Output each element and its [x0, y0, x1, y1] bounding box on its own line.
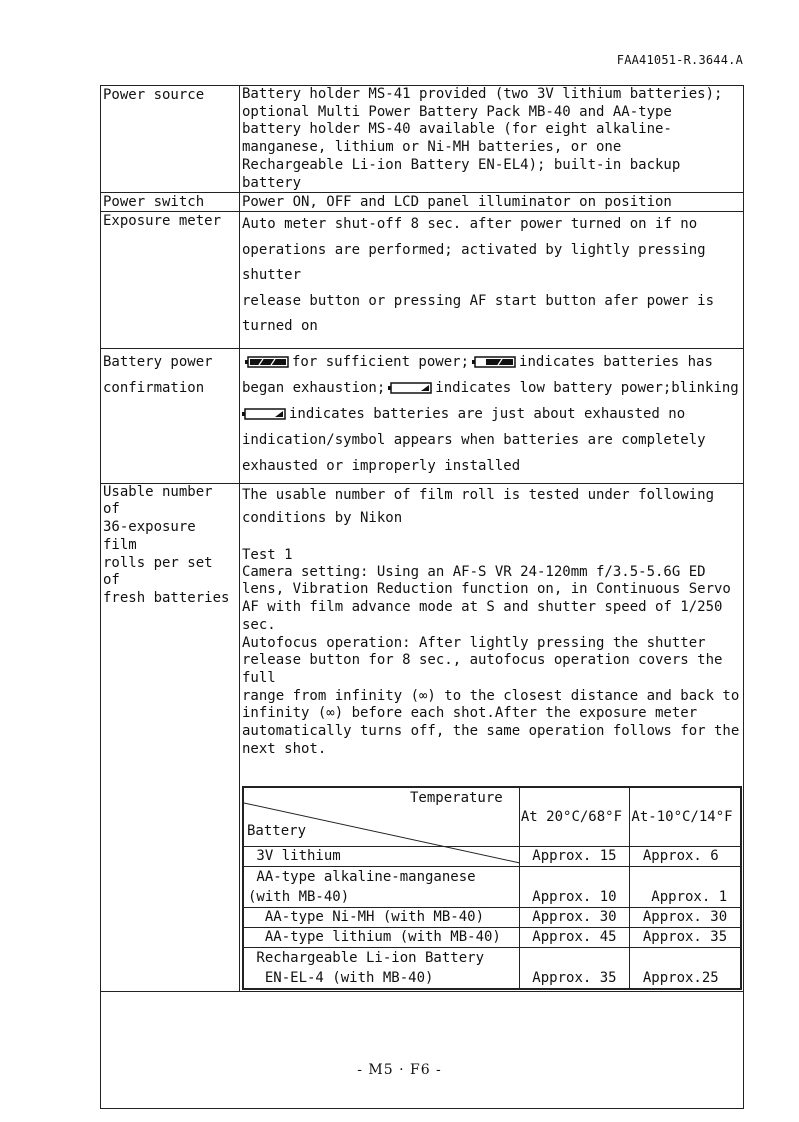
label-battery-power [101, 348, 240, 483]
text-line: release button or pressing AF start button afer power is [242, 292, 715, 309]
header-diagonal-cell [243, 787, 519, 847]
text-line: turned on [242, 318, 318, 335]
value-minus10c: Approx. 30 [630, 908, 741, 928]
row-power-source [101, 86, 744, 193]
table-row [243, 908, 741, 928]
text-line: exhausted or improperly installed [242, 457, 521, 474]
text-segment: began exhaustion; [242, 379, 386, 396]
name-line: Rechargeable Li-ion Battery [248, 950, 485, 967]
test-line: next shot. [242, 740, 327, 757]
text-line: Battery holder MS-41 provided (two 3V lithium batteries); [242, 86, 723, 102]
text-segment: for sufficient power; [292, 353, 470, 370]
row-exposure-meter [101, 212, 744, 349]
battery-name [243, 867, 519, 908]
name-line: (with MB-40) [248, 889, 350, 906]
battery-name [243, 948, 519, 990]
value-minus10c: Approx. 1 [630, 867, 741, 908]
test-line: Camera setting: Using an AF-S VR 24-120mm f/3.5-5.6G ED [242, 563, 706, 580]
label-line: rolls per set of [103, 554, 213, 589]
value-minus10c: Approx. 35 [630, 928, 741, 948]
text-segment: indicates low battery power;blinking [435, 379, 739, 396]
intro-line: The usable number of film roll is tested under following [242, 486, 715, 503]
row-blank [101, 992, 744, 1109]
test-title: Test 1 [242, 546, 293, 563]
test-line: release button for 8 sec., autofocus operation covers the full [242, 652, 723, 686]
page-footer: - M5 · F6 - [357, 1062, 442, 1078]
value-minus10c: Approx. 6 [630, 847, 741, 867]
table-row [243, 928, 741, 948]
value-20c: Approx. 10 [519, 867, 630, 908]
text-line: manganese, lithium or Ni-MH batteries, or one [242, 139, 622, 156]
row-usable-rolls [101, 483, 744, 992]
text-line: indication/symbol appears when batteries are completely [242, 431, 706, 448]
text-line: optional Multi Power Battery Pack MB-40 and AA-type [242, 103, 672, 120]
label-line: confirmation [103, 379, 205, 396]
value-20c: Approx. 45 [519, 928, 630, 948]
text-segment: indicates batteries are just about exhausted no [289, 405, 686, 422]
label-power-source: Power source [101, 86, 240, 193]
test-line: range from infinity (∞) to the closest distance and back to [242, 687, 740, 704]
battery-name: AA-type Ni-MH (with MB-40) [243, 908, 519, 928]
table-row [243, 867, 741, 908]
table-row [243, 948, 741, 990]
header-temperature: Temperature [410, 790, 503, 807]
name-line: AA-type alkaline-manganese [248, 869, 476, 886]
row-power-switch [101, 193, 744, 212]
blank-cell [101, 992, 744, 1109]
battery-full-icon [245, 356, 289, 368]
text-line [242, 375, 741, 401]
test-line: AF with film advance mode at S and shutter speed of 1/250 sec. [242, 599, 723, 633]
value-20c: Approx. 15 [519, 847, 630, 867]
test-line: Autofocus operation: After lightly pressing the shutter [242, 634, 706, 651]
battery-low-icon [388, 382, 432, 394]
value-20c: Approx. 35 [519, 948, 630, 990]
header-col-minus10c: At-10°C/14°F [630, 787, 741, 847]
value-battery-power [240, 348, 744, 483]
value-power-switch: Power ON, OFF and LCD panel illuminator on position [240, 193, 744, 212]
battery-partial-icon [472, 356, 516, 368]
value-exposure-meter [240, 212, 744, 349]
document-code: FAA41051-R.3644.A [616, 53, 743, 67]
label-line: Usable number of [103, 483, 213, 518]
battery-table-header [243, 787, 741, 847]
battery-exhausted-icon [242, 408, 286, 420]
row-battery-power [101, 348, 744, 483]
label-power-switch: Power switch [101, 193, 240, 212]
label-line: Battery power [103, 353, 213, 370]
header-battery: Battery [247, 823, 307, 840]
specifications-table [100, 85, 744, 1109]
label-usable-rolls [101, 483, 240, 992]
intro-line: conditions by Nikon [242, 509, 403, 526]
value-power-source [240, 86, 744, 193]
text-line: Auto meter shut-off 8 sec. after power turned on if no [242, 216, 698, 233]
test-line: infinity (∞) before each shot.After the exposure meter [242, 705, 698, 722]
test-line: automatically turns off, the same operation follows for the [242, 723, 740, 740]
text-line: battery holder MS-40 available (for eight alkaline- [242, 121, 672, 138]
battery-name: AA-type lithium (with MB-40) [243, 928, 519, 948]
label-line: 36-exposure film [103, 519, 196, 553]
name-line: EN-EL-4 (with MB-40) [248, 970, 434, 987]
header-col-20c: At 20°C/68°F [519, 787, 630, 847]
battery-life-table [242, 786, 742, 990]
test-line: lens, Vibration Reduction function on, in Continuous Servo [242, 581, 731, 598]
text-line [242, 349, 741, 375]
battery-name: 3V lithium [243, 847, 519, 867]
text-segment: indicates batteries has [519, 353, 713, 370]
text-line [242, 401, 741, 427]
text-line: operations are performed; activated by lightly pressing shutter [242, 241, 706, 284]
value-20c: Approx. 30 [519, 908, 630, 928]
label-line: fresh batteries [103, 589, 230, 606]
value-minus10c: Approx.25 [630, 948, 741, 990]
text-line: Rechargeable Li-ion Battery EN-EL4); built-in backup battery [242, 156, 681, 191]
value-usable-rolls [240, 483, 744, 992]
label-exposure-meter: Exposure meter [101, 212, 240, 349]
